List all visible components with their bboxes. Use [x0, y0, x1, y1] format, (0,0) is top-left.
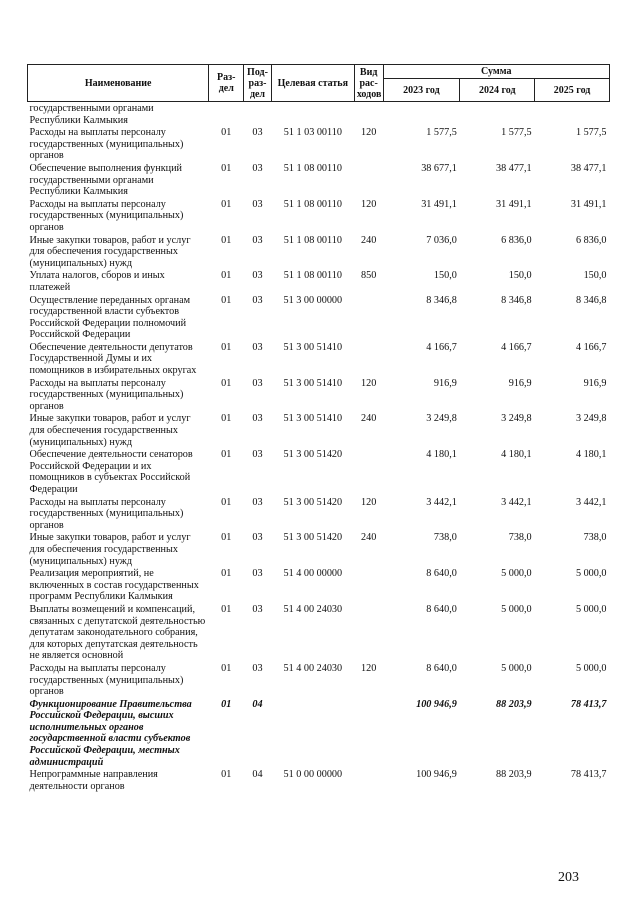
row-subsection: 03: [252, 532, 263, 544]
budget-table: [27, 64, 610, 792]
row-expense-kind: 120: [361, 198, 377, 210]
row-section: 01: [221, 532, 232, 544]
row-sum-2023: 916,9: [433, 377, 457, 389]
row-subsection: 03: [252, 568, 263, 580]
header-expense-kind: Вид рас-ходов: [354, 65, 383, 102]
row-target-article: 51 1 08 00110: [283, 162, 342, 174]
row-sum-2025: 5 000,0: [575, 568, 607, 580]
row-sum-2023: 7 036,0: [426, 234, 457, 246]
row-name: Иные закупки товаров, работ и услуг для обеспечения государственных (муниципальных) нужд: [29, 234, 191, 269]
row-target-article: [271, 698, 354, 769]
table-row: [28, 412, 610, 448]
header-target-article: Целевая статья: [271, 65, 354, 102]
row-name: Иные закупки товаров, работ и услуг для обеспечения государственных (муниципальных) нужд: [29, 532, 191, 567]
row-sum-2024: 916,9: [508, 377, 532, 389]
row-section: 01: [221, 294, 232, 306]
row-sum-2024: 8 346,8: [501, 294, 532, 306]
row-expense-kind: 240: [361, 413, 377, 425]
row-expense-kind: 240: [361, 234, 377, 246]
row-sum-2024: 3 442,1: [501, 496, 532, 508]
header-year-2024: 2024 год: [460, 79, 535, 102]
row-section: 01: [221, 198, 232, 210]
row-sum-2024: 88 203,9: [495, 698, 532, 710]
row-name: Обеспечение выполнения функций государственными органами Республики Калмыкия: [29, 162, 182, 198]
header-subsection: Под-раз-дел: [244, 65, 272, 102]
row-section: 01: [221, 270, 232, 282]
row-name: государственными органами Республики Калмыкия: [29, 103, 154, 126]
row-section: 01: [221, 127, 232, 139]
row-sum-2023: 8 346,8: [426, 294, 457, 306]
row-target-article: 51 1 08 00110: [283, 198, 342, 210]
row-sum-2024: 88 203,9: [495, 769, 532, 781]
row-target-article: [271, 102, 354, 127]
row-section: 01: [221, 662, 232, 674]
table-row: [28, 662, 610, 698]
row-section: 01: [221, 449, 232, 461]
table-body: [28, 102, 610, 793]
row-section: 01: [221, 568, 232, 580]
row-sum-2024: 4 180,1: [501, 449, 532, 461]
row-subsection: 03: [252, 127, 263, 139]
row-sum-2024: 4 166,7: [501, 341, 532, 353]
table-row: [28, 269, 610, 293]
row-sum-2023: 31 491,1: [421, 198, 457, 210]
row-sum-2023: 3 249,8: [426, 413, 457, 425]
row-section: 01: [221, 603, 232, 615]
row-subsection: 03: [252, 294, 263, 306]
row-sum-2024: 738,0: [508, 532, 532, 544]
table-row: [28, 496, 610, 532]
table-row: [28, 698, 610, 769]
row-section: 01: [221, 341, 232, 353]
row-name: Функционирование Правительства Российской Федерации, высших исполнительных органов государственной власти субъектов Российской Федерации, местных администраций: [29, 698, 192, 768]
row-target-article: 51 4 00 24030: [283, 603, 343, 615]
row-expense-kind: [354, 448, 383, 495]
row-subsection: 03: [252, 413, 263, 425]
row-sum-2024: 1 577,5: [501, 127, 532, 139]
row-target-article: 51 0 00 00000: [283, 769, 343, 781]
row-subsection: 03: [252, 162, 263, 174]
row-expense-kind: [354, 567, 383, 603]
row-subsection: 04: [252, 769, 263, 781]
table-row: [28, 603, 610, 662]
table-row: [28, 377, 610, 413]
row-section: 01: [221, 496, 232, 508]
row-expense-kind: [354, 341, 383, 377]
row-target-article: 51 3 00 51420: [283, 449, 343, 461]
row-sum-2025: 738,0: [583, 532, 607, 544]
row-expense-kind: [354, 294, 383, 341]
row-name: Обеспечение деятельности сенаторов Российской Федерации и их помощников в субъектах Российской Федерации: [29, 449, 193, 495]
row-subsection: 03: [252, 449, 263, 461]
row-sum-2025: 78 413,7: [570, 769, 607, 781]
table-header: [28, 65, 610, 102]
header-year-2025: 2025 год: [535, 79, 610, 102]
row-sum-2024: 5 000,0: [501, 603, 532, 615]
row-name: Расходы на выплаты персоналу государственных (муниципальных) органов: [29, 198, 184, 233]
row-sum-2024: 6 836,0: [501, 234, 532, 246]
row-sum-2024: 5 000,0: [501, 662, 532, 674]
table-row: [28, 234, 610, 270]
table-row: [28, 341, 610, 377]
header-sum: Сумма: [383, 65, 610, 79]
row-expense-kind: [354, 698, 383, 769]
row-expense-kind: [354, 603, 383, 662]
row-sum-2024: 5 000,0: [501, 568, 532, 580]
row-sum-2025: 916,9: [583, 377, 607, 389]
table-row: [28, 102, 610, 127]
row-sum-2025: 38 477,1: [570, 162, 607, 174]
row-sum-2025: 1 577,5: [575, 127, 607, 139]
row-target-article: 51 1 08 00110: [283, 234, 342, 246]
table-row: [28, 567, 610, 603]
row-subsection: 03: [252, 234, 263, 246]
table-row: [28, 294, 610, 341]
row-sum-2023: 4 180,1: [426, 449, 457, 461]
row-name: Иные закупки товаров, работ и услуг для обеспечения государственных (муниципальных) нужд: [29, 413, 191, 448]
row-name: Выплаты возмещений и компенсаций, связанных с депутатской деятельностью депутатам законодательного собрания, для которых депутатская деятельность не является основной: [29, 603, 206, 662]
row-expense-kind: [354, 768, 383, 792]
row-subsection: 03: [252, 270, 263, 282]
row-sum-2025: 6 836,0: [575, 234, 607, 246]
row-section: 01: [221, 698, 232, 710]
row-sum-2023: [383, 102, 460, 127]
row-sum-2023: 8 640,0: [426, 568, 457, 580]
row-subsection: 03: [252, 603, 263, 615]
row-subsection: 03: [252, 198, 263, 210]
table-row: [28, 198, 610, 234]
row-sum-2024: 31 491,1: [495, 198, 532, 210]
row-sum-2025: [535, 102, 610, 127]
row-subsection: 03: [252, 662, 263, 674]
row-section: 01: [221, 377, 232, 389]
row-expense-kind: [354, 162, 383, 198]
row-subsection: 03: [252, 377, 263, 389]
row-name: Осуществление переданных органам государственной власти субъектов Российской Федерации полномочий Российской Федерации: [29, 294, 191, 341]
row-name: Расходы на выплаты персоналу государственных (муниципальных) органов: [29, 662, 184, 698]
header-section: Раз-дел: [209, 65, 244, 102]
row-expense-kind: 120: [361, 662, 377, 674]
row-section: 01: [221, 162, 232, 174]
row-sum-2025: 31 491,1: [570, 198, 607, 210]
row-sum-2025: 150,0: [583, 270, 607, 282]
row-sum-2025: 4 180,1: [575, 449, 607, 461]
row-sum-2024: 150,0: [508, 270, 532, 282]
row-sum-2023: 100 946,9: [416, 698, 457, 710]
row-sum-2023: 738,0: [433, 532, 457, 544]
row-sum-2023: 8 640,0: [426, 662, 457, 674]
row-subsection: 03: [252, 496, 263, 508]
table-row: [28, 162, 610, 198]
row-expense-kind: 120: [361, 496, 377, 508]
row-subsection: 04: [252, 698, 263, 710]
row-expense-kind: 850: [361, 270, 377, 282]
row-target-article: 51 3 00 51420: [283, 532, 343, 544]
row-name: Обеспечение деятельности депутатов Государственной Думы и их помощников в избирательных округах: [29, 341, 197, 377]
row-sum-2025: 3 249,8: [575, 413, 607, 425]
table-row: [28, 126, 610, 162]
row-target-article: 51 3 00 51410: [283, 341, 343, 353]
row-target-article: 51 1 03 00110: [283, 127, 342, 139]
row-section: [209, 102, 244, 127]
row-sum-2025: 78 413,7: [570, 698, 607, 710]
row-sum-2023: 1 577,5: [426, 127, 457, 139]
row-sum-2025: 4 166,7: [575, 341, 607, 353]
row-target-article: 51 3 00 51420: [283, 496, 343, 508]
row-section: 01: [221, 234, 232, 246]
row-expense-kind: 240: [361, 532, 377, 544]
row-name: Уплата налогов, сборов и иных платежей: [29, 270, 165, 293]
row-target-article: 51 1 08 00110: [283, 270, 342, 282]
row-subsection: [244, 102, 272, 127]
row-expense-kind: 120: [361, 377, 377, 389]
row-subsection: 03: [252, 341, 263, 353]
row-target-article: 51 3 00 51410: [283, 413, 343, 425]
header-year-2023: 2023 год: [383, 79, 460, 102]
row-sum-2023: 3 442,1: [426, 496, 457, 508]
row-sum-2025: 3 442,1: [575, 496, 607, 508]
table-row: [28, 768, 610, 792]
row-name: Непрограммные направления деятельности органов: [29, 769, 158, 792]
row-target-article: 51 4 00 00000: [283, 568, 343, 580]
row-sum-2025: 8 346,8: [575, 294, 607, 306]
row-section: 01: [221, 413, 232, 425]
row-expense-kind: [354, 102, 383, 127]
row-name: Расходы на выплаты персоналу государственных (муниципальных) органов: [29, 496, 184, 531]
row-target-article: 51 3 00 51410: [283, 377, 343, 389]
row-sum-2024: 38 477,1: [495, 162, 532, 174]
row-sum-2024: 3 249,8: [501, 413, 532, 425]
row-sum-2023: 100 946,9: [416, 769, 457, 781]
row-sum-2023: 150,0: [433, 270, 457, 282]
row-name: Расходы на выплаты персоналу государственных (муниципальных) органов: [29, 127, 184, 162]
header-name: Наименование: [28, 65, 209, 102]
row-target-article: 51 4 00 24030: [283, 662, 343, 674]
row-name: Расходы на выплаты персоналу государственных (муниципальных) органов: [29, 377, 184, 412]
table-row: [28, 531, 610, 567]
row-target-article: 51 3 00 00000: [283, 294, 343, 306]
row-name: Реализация мероприятий, не включенных в состав государственных программ Республики Калмыкия: [29, 568, 199, 603]
row-sum-2023: 38 677,1: [421, 162, 457, 174]
row-sum-2025: 5 000,0: [575, 662, 607, 674]
row-section: 01: [221, 769, 232, 781]
row-sum-2023: 4 166,7: [426, 341, 457, 353]
table-row: [28, 448, 610, 495]
row-sum-2023: 8 640,0: [426, 603, 457, 615]
page-number: 203: [558, 870, 579, 885]
row-expense-kind: 120: [361, 127, 377, 139]
row-sum-2024: [460, 102, 535, 127]
row-sum-2025: 5 000,0: [575, 603, 607, 615]
